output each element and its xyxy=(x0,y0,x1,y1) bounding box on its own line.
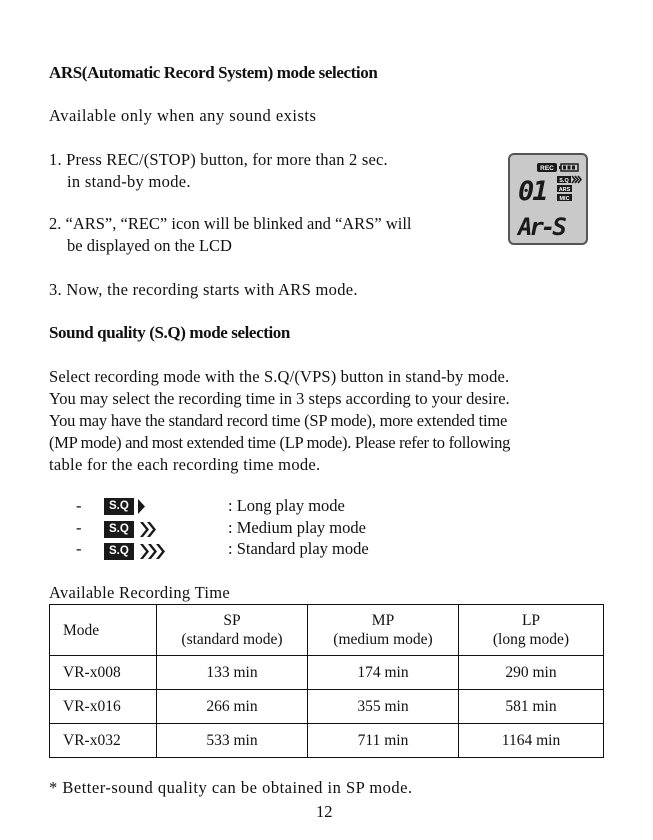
recording-time-table xyxy=(49,604,604,758)
header-mp-title: MP xyxy=(371,612,395,629)
sq-paragraph-line-1: Select recording mode with the S.Q/(VPS) button in stand-by mode. xyxy=(49,367,510,386)
ars-step-1-line-2: in stand-by mode. xyxy=(67,172,191,191)
lcd-rec-label: REC xyxy=(540,165,554,172)
sq-paragraph-line-2: You may select the recording time in 3 steps according to your desire. xyxy=(49,389,510,408)
sq-mode-dash: - xyxy=(76,539,82,558)
cell-sp: 533 min xyxy=(157,724,308,758)
header-lp xyxy=(459,605,604,656)
header-lp-subtitle: (long mode) xyxy=(492,631,570,648)
header-mp-subtitle: (medium mode) xyxy=(333,631,433,648)
table-row xyxy=(50,690,604,724)
sq-badge-long: S.Q xyxy=(104,498,134,515)
sq-paragraph-line-3: You may have the standard record time (SP mode), more extended time xyxy=(49,411,508,430)
ars-step-2-line-1: 2. “ARS”, “REC” icon will be blinked and “ARS” will xyxy=(49,214,412,233)
ars-step-1-line-1: 1. Press REC/(STOP) button, for more than 2 sec. xyxy=(49,150,388,169)
lcd-ars-label: ARS xyxy=(558,187,571,193)
cell-mp: 355 min xyxy=(308,690,459,724)
table-row xyxy=(50,724,604,758)
table-row xyxy=(50,656,604,690)
sq-mode-item-standard xyxy=(76,539,82,559)
sq-paragraph-line-4: (MP mode) and most extended time (LP mode). Please refer to following xyxy=(49,433,511,452)
sq-heading: Sound quality (S.Q) mode selection xyxy=(49,323,290,342)
ars-step-2-line-2: be displayed on the LCD xyxy=(67,236,232,255)
cell-mode: VR-x032 xyxy=(50,724,157,758)
cell-lp: 290 min xyxy=(459,656,604,690)
cell-mp: 174 min xyxy=(308,656,459,690)
lcd-sq-chevrons-icon xyxy=(572,176,581,183)
ars-intro: Available only when any sound exists xyxy=(49,106,317,125)
lcd-mic-label: MIC xyxy=(559,196,570,202)
header-mode: Mode xyxy=(50,605,157,656)
cell-mp: 711 min xyxy=(308,724,459,758)
ars-heading: ARS(Automatic Record System) mode selection xyxy=(49,63,378,82)
lcd-display-illustration xyxy=(508,153,588,245)
table-header-row xyxy=(50,605,604,656)
sq-mode-item-long xyxy=(76,496,82,516)
cell-sp: 266 min xyxy=(157,690,308,724)
sq-badge-medium: S.Q xyxy=(104,521,134,538)
sq-paragraph-line-5: table for the each recording time mode. xyxy=(49,455,321,474)
sq-mode-desc-long: : Long play mode xyxy=(228,496,345,515)
sq-mode-desc-standard: : Standard play mode xyxy=(228,539,369,558)
lcd-screen-graphic xyxy=(510,155,586,243)
lcd-battery-icon xyxy=(559,164,578,171)
double-chevron-right-icon xyxy=(139,521,157,538)
header-sp xyxy=(157,605,308,656)
sq-badge-standard: S.Q xyxy=(104,543,134,560)
cell-sp: 133 min xyxy=(157,656,308,690)
table-caption: Available Recording Time xyxy=(49,583,231,602)
triple-chevron-right-icon xyxy=(139,543,167,560)
header-lp-title: LP xyxy=(521,612,541,629)
sq-mode-dash: - xyxy=(76,496,82,515)
footnote: * Better-sound quality can be obtained in SP mode. xyxy=(49,778,413,797)
sq-mode-desc-medium: : Medium play mode xyxy=(228,518,366,537)
header-mp xyxy=(308,605,459,656)
lcd-mode-text: Ar-S xyxy=(518,213,564,241)
sq-mode-item-medium xyxy=(76,518,82,538)
header-sp-title: SP xyxy=(223,612,241,629)
ars-step-3: 3. Now, the recording starts with ARS mode. xyxy=(49,280,358,299)
cell-lp: 1164 min xyxy=(459,724,604,758)
lcd-sq-label: S.Q xyxy=(559,178,569,184)
chevron-right-icon xyxy=(137,498,147,515)
cell-mode: VR-x016 xyxy=(50,690,157,724)
cell-mode: VR-x008 xyxy=(50,656,157,690)
lcd-track-number: 01 xyxy=(518,176,547,207)
cell-lp: 581 min xyxy=(459,690,604,724)
page-number: 12 xyxy=(316,802,333,821)
sq-mode-dash: - xyxy=(76,518,82,537)
header-sp-subtitle: (standard mode) xyxy=(181,631,283,648)
